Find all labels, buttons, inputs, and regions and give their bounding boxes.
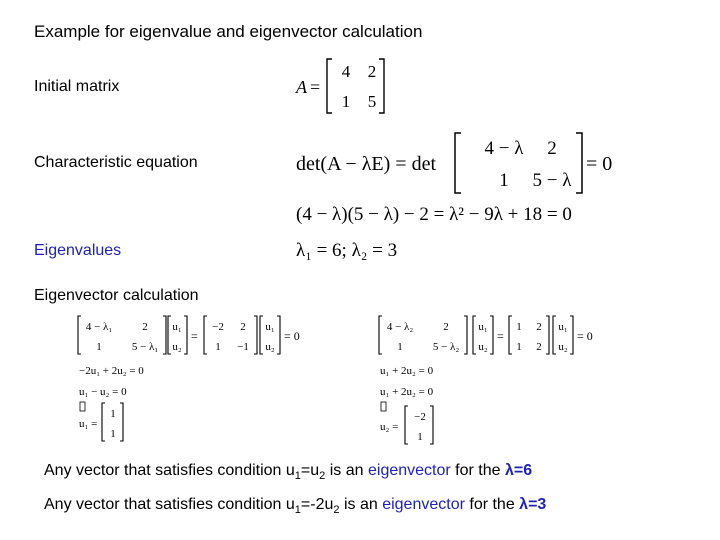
matrix-cell: 4	[341, 62, 351, 81]
eigenvector-1-calculation	[75, 314, 315, 446]
left-bracket	[553, 316, 556, 354]
right-bracket	[163, 316, 166, 354]
characteristic-equation	[290, 130, 625, 196]
expanded-equation	[290, 198, 620, 228]
equation-2: u₁ − u₂ = 0	[79, 386, 127, 398]
matrix-cell: 1	[516, 341, 522, 353]
right-bracket	[277, 316, 280, 354]
equals-sign: =	[310, 77, 321, 97]
lambda-value: λ=3	[519, 496, 547, 513]
conclusion-text: is an	[339, 496, 383, 513]
matrix-cell: 1	[516, 321, 522, 333]
subscript: 2	[319, 470, 326, 483]
initial-matrix	[290, 55, 400, 117]
conclusion-text: for the	[450, 462, 505, 479]
matrix-name: A	[296, 77, 307, 97]
left-bracket	[78, 316, 81, 354]
left-bracket	[204, 316, 207, 354]
left-bracket	[509, 316, 512, 354]
matrix-cell: 1	[499, 170, 509, 191]
matrix-cell: 5	[367, 92, 377, 111]
vector-cell: 1	[417, 431, 423, 443]
right-bracket	[546, 316, 549, 354]
conclusion-text: Any vector that satisfies condition u	[44, 462, 295, 479]
vector-cell: u₁	[478, 321, 488, 333]
conclusion-text: Any vector that satisfies condition u	[44, 496, 295, 513]
eigenvector-calculation-label: Eigenvector calculation	[34, 287, 199, 304]
matrix-cell: 4 − λ₂	[386, 321, 414, 333]
matrix-cell: 2	[536, 321, 542, 333]
vector-cell: u₂	[558, 341, 568, 353]
vector-cell: 1	[110, 408, 116, 420]
matrix-cell: 2	[547, 138, 557, 159]
eigenvector-2-calculation	[376, 314, 616, 448]
left-bracket	[168, 316, 171, 354]
expanded-polynomial: (4 − λ)(5 − λ) − 2 = λ² − 9λ + 18 = 0	[296, 204, 572, 225]
vector-cell: −2	[414, 411, 426, 423]
det-expression: det(A − λE) = det	[296, 153, 436, 175]
conclusion-text: is an	[325, 462, 368, 479]
left-bracket	[379, 316, 382, 354]
conclusion-text: for the	[464, 496, 520, 513]
conclusion-1	[44, 462, 532, 482]
vector-cell: u₂	[172, 341, 182, 353]
left-bracket	[455, 133, 461, 193]
vector-cell: u₁	[265, 321, 275, 333]
vector-cell: u₁	[558, 321, 568, 333]
matrix-cell: 2	[536, 341, 542, 353]
vector-cell: u₂	[478, 341, 488, 353]
matrix-cell: 2	[142, 321, 148, 333]
subscript: 2	[333, 504, 340, 517]
equation-1: −2u₁ + 2u₂ = 0	[79, 365, 144, 377]
matrix-cell: 4 − λ₁	[85, 321, 113, 333]
lambda-value: λ=6	[504, 462, 533, 479]
eigenvector-term: eigenvector	[382, 496, 465, 513]
missing-glyph-box	[381, 402, 386, 411]
eigenvector-term: eigenvector	[367, 462, 451, 479]
left-bracket	[260, 316, 263, 354]
subscript: 1	[294, 504, 301, 517]
initial-matrix-label: Initial matrix	[34, 78, 120, 95]
conclusion-text: =-2u	[300, 496, 334, 513]
matrix-cell: −1	[237, 341, 249, 353]
equation-2: u₁ + 2u₂ = 0	[380, 386, 434, 398]
conclusion-text: =u	[300, 462, 320, 479]
vector-cell: u₂	[265, 341, 275, 353]
left-bracket	[102, 403, 105, 441]
matrix-cell: 5 − λ₁	[131, 341, 159, 353]
equals-zero: = 0	[284, 329, 300, 343]
matrix-cell: 2	[443, 321, 449, 333]
subscript: 1	[294, 470, 301, 483]
equals-zero: = 0	[577, 329, 593, 343]
vector-cell: u₁	[172, 321, 182, 333]
right-bracket	[464, 316, 467, 354]
equals-sign: =	[497, 329, 504, 343]
eigenvalues-text: λ₁ = 6; λ₂ = 3	[296, 240, 398, 261]
matrix-cell: 1	[397, 341, 403, 353]
left-bracket	[405, 406, 408, 444]
result-label: u₂ =	[380, 421, 399, 433]
left-bracket	[327, 59, 332, 113]
matrix-cell: 2	[367, 62, 377, 81]
left-bracket	[473, 316, 476, 354]
conclusion-2	[44, 496, 546, 516]
equals-sign: =	[191, 329, 198, 343]
result-label: u₁ =	[79, 418, 98, 430]
equation-1: u₁ + 2u₂ = 0	[380, 365, 434, 377]
right-bracket	[184, 316, 187, 354]
vector-cell: 1	[110, 428, 116, 440]
matrix-cell: 1	[96, 341, 102, 353]
right-bracket	[570, 316, 573, 354]
matrix-cell: 5 − λ	[532, 170, 572, 191]
matrix-cell: −2	[212, 321, 224, 333]
missing-glyph-box	[80, 402, 85, 411]
characteristic-equation-label: Characteristic equation	[34, 154, 198, 171]
right-bracket	[430, 406, 433, 444]
right-bracket	[576, 133, 582, 193]
right-bracket	[254, 316, 257, 354]
equals-zero: = 0	[586, 153, 613, 175]
eigenvalues-label: Eigenvalues	[34, 242, 122, 259]
eigenvalues-result	[290, 234, 440, 266]
matrix-cell: 1	[215, 341, 221, 353]
matrix-cell: 1	[341, 92, 351, 111]
matrix-cell: 2	[240, 321, 246, 333]
page-title: Example for eigenvalue and eigenvector calculation	[34, 22, 423, 41]
matrix-cell: 5 − λ₂	[432, 341, 460, 353]
right-bracket	[379, 59, 384, 113]
right-bracket	[490, 316, 493, 354]
matrix-cell: 4 − λ	[484, 138, 524, 159]
right-bracket	[120, 403, 123, 441]
